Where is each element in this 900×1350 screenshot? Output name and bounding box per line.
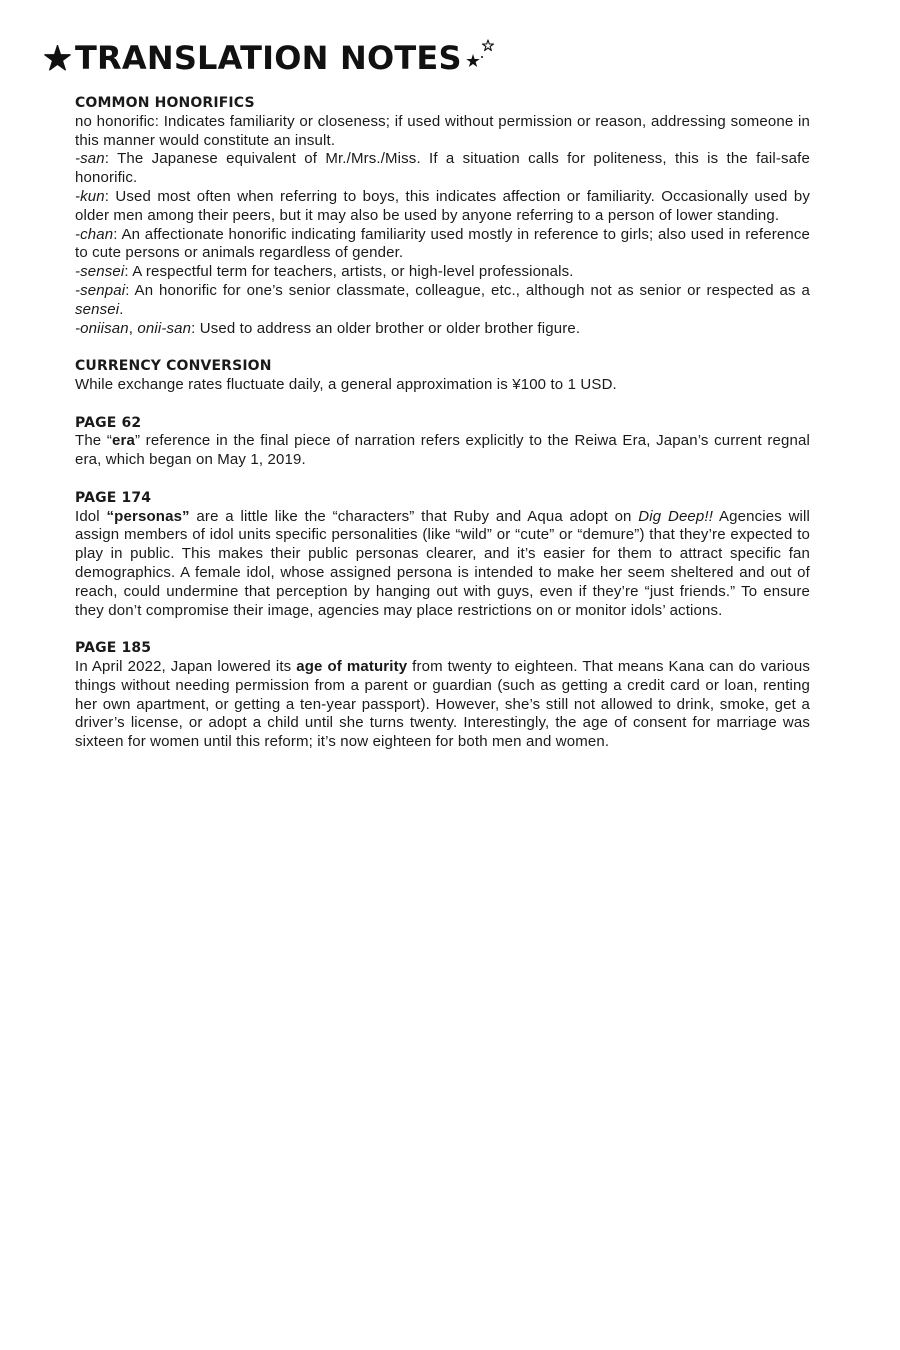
text-run: Agencies will assign members of idol units specific personalities (like “wild” or “cute” or “demure”) that they’re expected to play in public. This makes their public personas clearer, and it’s easier for them to attract specific fan demographics. A female idol, whose assigned persona is intended to make her seem sheltered and out of reach, could undermine that perception by hanging out with guys, even if they’re “just friends.” To ensure they don’t compromise their image, agencies may place restrictions on or monitor idols’ actions. <box>75 507 811 619</box>
honorific-sensei <box>75 263 810 282</box>
section-heading: PAGE 62 <box>75 414 142 431</box>
bold-term: age of maturity <box>296 657 408 675</box>
definition: : A respectful term for teachers, artists, or high-level professionals. <box>124 263 574 281</box>
section-heading: COMMON HONORIFICS <box>75 95 255 111</box>
bold-term: “personas” <box>106 507 190 525</box>
definition: : Used most often when referring to boys, this indicates affection or familiarity. Occasionally used by older men among their peers, but it may also be used by anyone referring to a person of lower standing. <box>75 187 810 224</box>
term: -sensei <box>75 263 125 281</box>
definition: : Used to address an older brother or older brother figure. <box>191 319 581 337</box>
honorific-chan <box>75 226 810 264</box>
note-text: While exchange rates fluctuate daily, a general approximation is ¥100 to 1 USD. <box>75 375 617 393</box>
term: -senpai <box>75 281 126 299</box>
term: no honorific <box>75 112 155 130</box>
definition: : An affectionate honorific indicating familiarity used mostly in reference to girls; also used in reference to cute persons or animals regardless of gender. <box>75 225 810 262</box>
term: -san <box>75 150 105 168</box>
honorific-oniisan <box>75 320 810 339</box>
honorific-san <box>75 150 810 188</box>
honorific-senpai <box>75 282 810 320</box>
honorific-none <box>75 113 810 151</box>
definition: : An honorific for one’s senior classmate, colleague, etc., although not as senior or respected as a <box>125 281 810 299</box>
section-heading: PAGE 185 <box>75 640 152 657</box>
text-run: The “ <box>75 432 112 450</box>
bold-term: era <box>112 432 135 450</box>
notes-content <box>75 94 810 771</box>
term: -kun <box>75 187 105 205</box>
note-text <box>75 658 810 752</box>
definition: : The Japanese equivalent of Mr./Mrs./Miss. If a situation calls for politeness, this is the fail-safe honorific. <box>75 150 810 187</box>
text-run: In April 2022, Japan lowered its <box>75 657 297 675</box>
term: onii-san <box>137 319 192 337</box>
star-icon <box>44 45 71 72</box>
term: -chan <box>75 225 114 243</box>
page-title: TRANSLATION NOTES <box>75 39 462 77</box>
note-text <box>75 432 810 470</box>
section-heading: CURRENCY CONVERSION <box>75 358 272 375</box>
header <box>44 36 498 80</box>
honorific-kun <box>75 188 810 226</box>
text-run: from twenty to eighteen. That means Kana can do various things without needing permission from a parent or guardian (such as getting a credit card or loan, renting her own apartment, or getting a ten-year passport). However, she’s still not allowed to drink, smoke, get a driver’s license, or adopt a child until she turns twenty. Interestingly, the age of consent for marriage was sixteen for women until this reform; it’s now eighteen for both men and women. <box>75 657 810 751</box>
text-run: ” reference in the final piece of narration refers explicitly to the Reiwa Era, Japan’s current regnal era, which began on May 1, 2019. <box>75 432 810 469</box>
section-page-62 <box>75 414 810 470</box>
section-page-185 <box>75 639 810 752</box>
sparkle-stars-icon <box>464 37 498 71</box>
punctuation: . <box>119 300 124 318</box>
italic-title: Dig Deep!! <box>638 507 714 525</box>
section-honorifics <box>75 94 810 338</box>
text-run: are a little like the “characters” that Ruby and Aqua adopt on <box>189 507 639 525</box>
definition: : Indicates familiarity or closeness; if used without permission or reason, addressing someone in this manner would constitute an insult. <box>75 112 810 149</box>
italic-term: sensei <box>75 300 120 318</box>
text-run: Idol <box>75 507 107 525</box>
note-text <box>75 508 810 621</box>
term: -oniisan <box>75 319 129 337</box>
section-page-174 <box>75 489 810 621</box>
separator: , <box>128 319 138 337</box>
section-currency <box>75 357 810 395</box>
section-heading: PAGE 174 <box>75 489 152 506</box>
